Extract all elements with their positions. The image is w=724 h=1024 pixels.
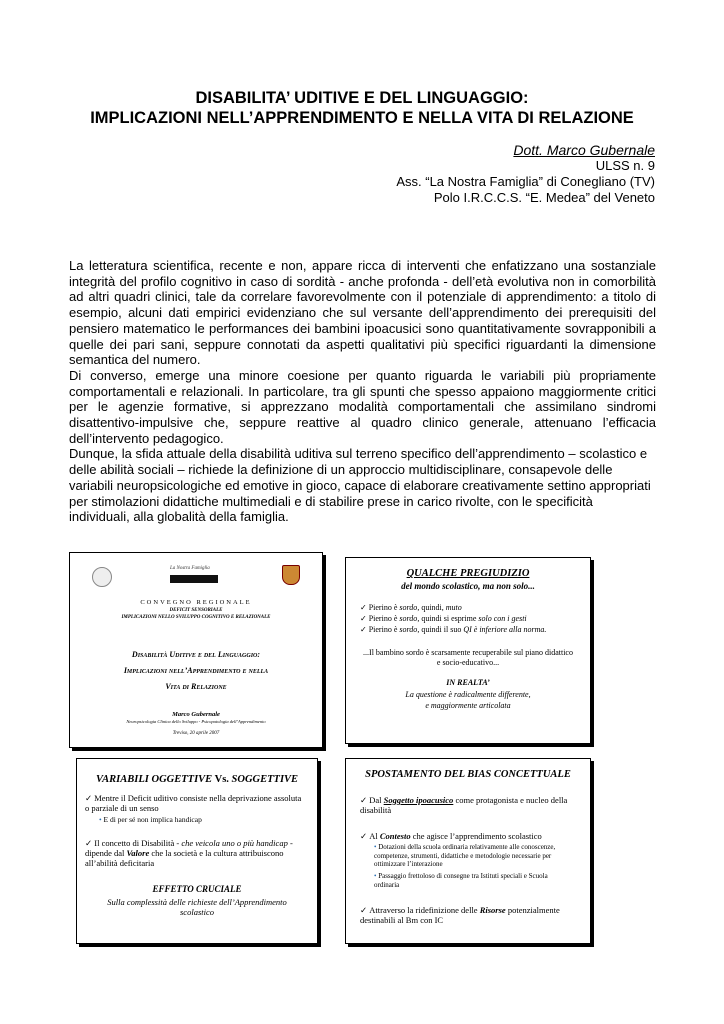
slide-bias [345,758,591,944]
association-logo-bar [170,575,218,583]
slide2-subheading: del mondo scolastico, ma non solo... [401,581,535,591]
effetto-text [77,897,317,917]
slide-title [69,552,323,748]
slide2-heading: QUALCHE PREGIUDIZIO [406,568,530,579]
slide3-subbullet-1: • E di per sé non implica handicap [99,815,202,824]
slide4-subbullet-2: • Passaggio frettoloso di consegne tra Istituti speciali e Scuola ordinaria [374,872,548,889]
slide3-bullet-1: ✓ Mentre il Deficit uditivo consiste nella deprivazione assoluta o parziale di un senso [85,793,307,813]
document-title [0,88,724,128]
convegno-label: CONVEGNO REGIONALE [140,599,252,606]
slide4-bullet-1: ✓ Dal Soggetto ipoacusico come protagonista e nucleo della disabilità [360,795,582,815]
convegno-sub-1: DEFICIT SENSORIALE [169,608,223,613]
slide4-bullet-2: ✓ Al Contesto che agisce l’apprendimento scolastico [360,831,582,841]
list-item: ✓ Pierino è sordo, quindi, muto [360,602,546,613]
slide-title-line-2: Implicazioni nell’Apprendimento e nella [123,666,269,675]
paragraph-3: Dunque, la sfida attuale della disabilità uditiva sul terreno specifico dell’apprendimento – scolastico e delle abilità sociali – richiede la definizione di un approccio multidisciplinare, consapevole delle variabili neuropsicologiche ed emotive in gioco, capace di elaborare creativamente settino appropriati per stimolazioni didattiche multimediali e di stabilire prese in carico rivolte, con le specificità individuali, alla globalità della famiglia. [69,446,651,525]
note-line-2: e socio-educativo... [436,658,500,667]
title-line-1: DISABILITA’ UDITIVE E DEL LINGUAGGIO: [195,89,529,107]
author-name: Dott. Marco Gubernale [513,142,655,158]
realta-heading: IN REALTA’ [446,678,490,687]
convegno-subtitle [70,607,322,621]
title-line-2: IMPLICAZIONI NELL’APPRENDIMENTO E NELLA VITA DI RELAZIONE [90,109,634,127]
slide4-heading: SPOSTAMENTO DEL BIAS CONCETTUALE [365,769,571,780]
paragraph-1: La letteratura scientifica, recente e non, appare ricca di interventi che enfatizzano una sostanziale integrità del profilo cognitivo in caso di sordità - anche profonda - dell’età evolutiva non in comorbilità ad altri quadri clinici, tale da correlare favorevolmente con il potenziale di apprendimento: a titolo di esempio, alcuni dati empirici evidenziano che sul versante dell’apprendimento dei prerequisiti del pensiero matematico le performances dei bambini ipoacusici sono quantitativamente sovrapponibili a quelle dei pari sani, seppure connotati da aspetti qualitativi più specifici riguardanti la dimensione semantica del numero. [69,258,656,368]
list-item: ✓ Pierino è sordo, quindi si esprime solo con i gesti [360,613,546,624]
slide-variabili [76,758,318,944]
slide-affiliation: Neuropsicologia Clinica dello Sviluppo - Psicopatologia dell’Apprendimento [126,719,266,724]
slide3-bullet-2: ✓ Il concetto di Disabilità - che veicola uno o più handicap - dipende dal Valore che la società e la cultura attribuiscono all’abilità deficitaria [85,838,307,868]
realta-line-2: e maggiormente articolata [425,701,511,710]
author-org-2: Ass. “La Nostra Famiglia” di Conegliano (TV) [396,174,655,189]
list-item: ✓ Pierino è sordo, quindi il suo QI è inferiore alla norma. [360,624,546,635]
slide3-heading: VARIABILI OGGETTIVE Vs. SOGGETTIVE [95,774,299,785]
note-line-1: ...Il bambino sordo è scarsamente recuperabile sul piano didattico [363,648,573,657]
slide2-note [346,648,590,668]
paragraph-2: Di converso, emerge una minore coesione per quanto riguarda le variabili più propriamente comportamentali e relazionali. In particolare, tra gli spunti che spesso appaiono maggiormente critici per le agenzie formative, si apprezzano modalità comportamentali che assimilano sindromi disattentivo-impulsive che, seppure reattive al quadro clinico generale, attenuano l’efficacia dell’intervento pedagogico. [69,367,656,446]
realta-text [346,689,590,711]
author-org-1: ULSS n. 9 [595,158,655,173]
effetto-heading: EFFETTO CRUCIALE [152,884,242,894]
coat-of-arms-icon [282,565,300,585]
slide-main-title [70,647,322,695]
slide-author: Marco Gubernale [172,711,220,718]
author-org-3: Polo I.R.C.C.S. “E. Medea” del Veneto [433,190,655,205]
association-logo-text: La Nostra Famiglia [170,566,210,571]
slide-pregiudizio [345,557,591,744]
author-block [396,142,655,206]
slide-title-line-1: Disabilità Uditive e del Linguaggio: [131,650,261,659]
slide4-subbullet-1: • Dotazioni della scuola ordinaria relativamente alle conoscenze, competenze, strumenti, didattiche e metodologie necessarie per ottimizzare l’interazione [374,843,556,868]
slide4-bullet-3: ✓ Attraverso la ridefinizione delle Risorse potenzialmente destinabili al Bm con IC [360,905,582,925]
effetto-line-2: scolastico [180,907,214,917]
slide-title-line-3: Vita di Relazione [165,682,227,691]
abstract [69,258,656,525]
prejudice-list [360,602,546,635]
seal-logo-icon [92,567,112,587]
slide-date: Treviso, 20 aprile 2007 [172,731,220,736]
effetto-line-1: Sulla complessità delle richieste dell’Apprendimento [107,897,287,907]
realta-line-1: La questione è radicalmente differente, [405,690,531,699]
convegno-sub-2: IMPLICAZIONI NELLO SVILUPPO COGNITIVO E RELAZIONALE [121,615,271,620]
